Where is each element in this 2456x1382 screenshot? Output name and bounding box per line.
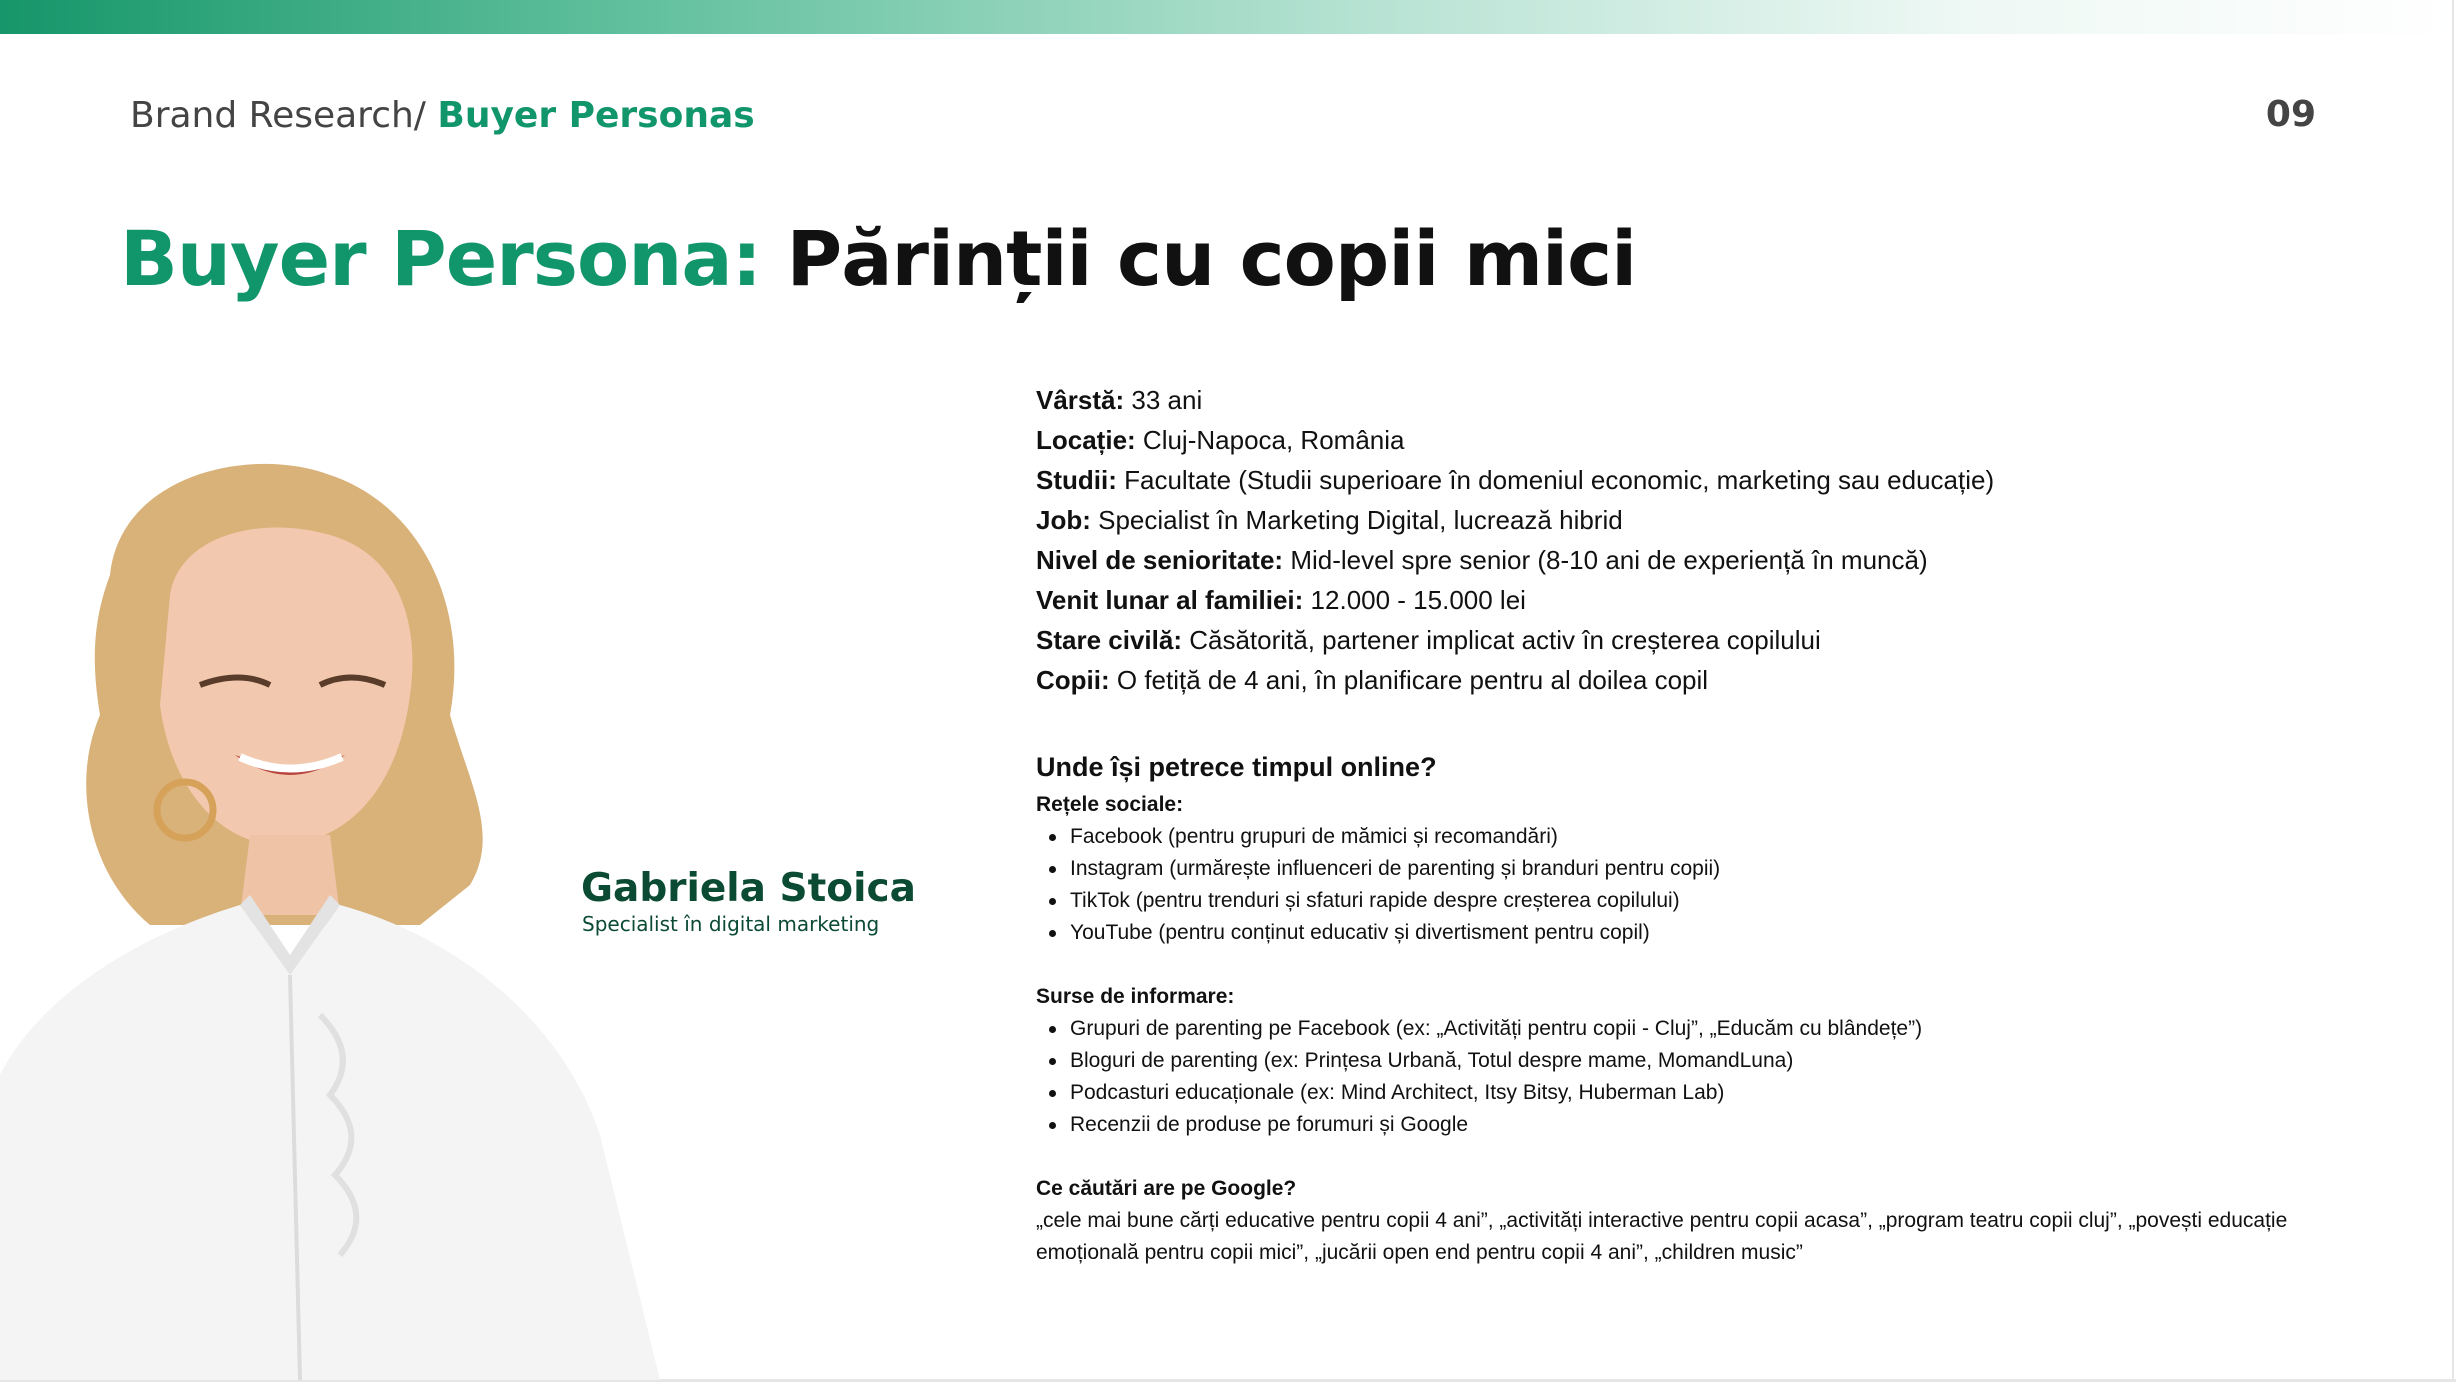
list-item: TikTok (pentru trenduri și sfaturi rapide despre creșterea copilului) xyxy=(1036,885,2346,917)
sources-heading: Surse de informare: xyxy=(1036,985,1235,1008)
profile-value: Cluj-Napoca, România xyxy=(1142,425,1405,455)
page-number: 09 xyxy=(2265,94,2316,135)
profile-label: Job: xyxy=(1036,505,1091,535)
profile-row-children xyxy=(1036,660,1994,700)
profile-value: Căsătorită, partener implicat activ în creșterea copilului xyxy=(1189,625,1821,655)
online-section xyxy=(1036,752,2346,1269)
sources-list xyxy=(1036,1013,2346,1141)
profile-label: Locație: xyxy=(1036,425,1136,455)
list-item: Podcasturi educaționale (ex: Mind Architect, Itsy Bitsy, Huberman Lab) xyxy=(1036,1077,2346,1109)
profile-value: O fetiță de 4 ani, în planificare pentru al doilea copil xyxy=(1116,665,1709,695)
list-item: Facebook (pentru grupuri de mămici și recomandări) xyxy=(1036,821,2346,853)
breadcrumb xyxy=(130,95,755,136)
profile-label: Studii: xyxy=(1036,465,1117,495)
profile-row-age xyxy=(1036,380,1994,420)
profile-row-location xyxy=(1036,420,1994,460)
profile-row-income xyxy=(1036,580,1994,620)
profile-row-job xyxy=(1036,500,1994,540)
profile-row-education xyxy=(1036,460,1994,500)
profile-label: Stare civilă: xyxy=(1036,625,1182,655)
searches-heading: Ce căutări are pe Google? xyxy=(1036,1177,1297,1200)
list-item: Bloguri de parenting (ex: Prințesa Urbană, Totul despre mame, MomandLuna) xyxy=(1036,1045,2346,1077)
breadcrumb-current: Buyer Personas xyxy=(437,95,755,136)
page-title xyxy=(120,214,1636,303)
persona-role: Specialist în digital marketing xyxy=(582,912,880,936)
profile-value: 33 ani xyxy=(1131,385,1203,415)
profile-value: Specialist în Marketing Digital, lucrează hibrid xyxy=(1098,505,1623,535)
profile-label: Copii: xyxy=(1036,665,1110,695)
searches-text: „cele mai bune cărți educative pentru copii 4 ani”, „activități interactive pentru copii acasa”, „program teatru copii cluj”, „povești educație emoțională pentru copii mici”, „jucării open end pentru copii 4 ani”, „children music” xyxy=(1036,1209,2288,1264)
profile-value: Facultate (Studii superioare în domeniul economic, marketing sau educație) xyxy=(1124,465,1995,495)
list-item: YouTube (pentru conținut educativ și divertisment pentru copil) xyxy=(1036,917,2346,949)
list-item: Grupuri de parenting pe Facebook (ex: „Activități pentru copii - Cluj”, „Educăm cu blândețe”) xyxy=(1036,1013,2346,1045)
profile-label: Nivel de senioritate: xyxy=(1036,545,1284,575)
list-item: Recenzii de produse pe forumuri și Google xyxy=(1036,1109,2346,1141)
profile-value: Mid-level spre senior (8-10 ani de experiență în muncă) xyxy=(1290,545,1928,575)
profile-row-marital xyxy=(1036,620,1994,660)
profile-label: Vârstă: xyxy=(1036,385,1125,415)
title-main: Părinții cu copii mici xyxy=(786,214,1637,303)
profile-value: 12.000 - 15.000 lei xyxy=(1310,585,1526,615)
profile-row-seniority xyxy=(1036,540,1994,580)
breadcrumb-parent: Brand Research/ xyxy=(130,95,426,136)
list-item: Instagram (urmărește influenceri de parenting și branduri pentru copii) xyxy=(1036,853,2346,885)
page-edge xyxy=(2452,0,2454,1382)
online-heading: Unde își petrece timpul online? xyxy=(1036,752,1437,782)
top-gradient-bar xyxy=(0,0,2456,34)
profile-label: Venit lunar al familiei: xyxy=(1036,585,1304,615)
profile-details xyxy=(1036,380,1994,700)
persona-name: Gabriela Stoica xyxy=(581,866,916,911)
social-heading: Rețele sociale: xyxy=(1036,793,1184,816)
social-list xyxy=(1036,821,2346,949)
title-prefix: Buyer Persona: xyxy=(120,214,762,303)
